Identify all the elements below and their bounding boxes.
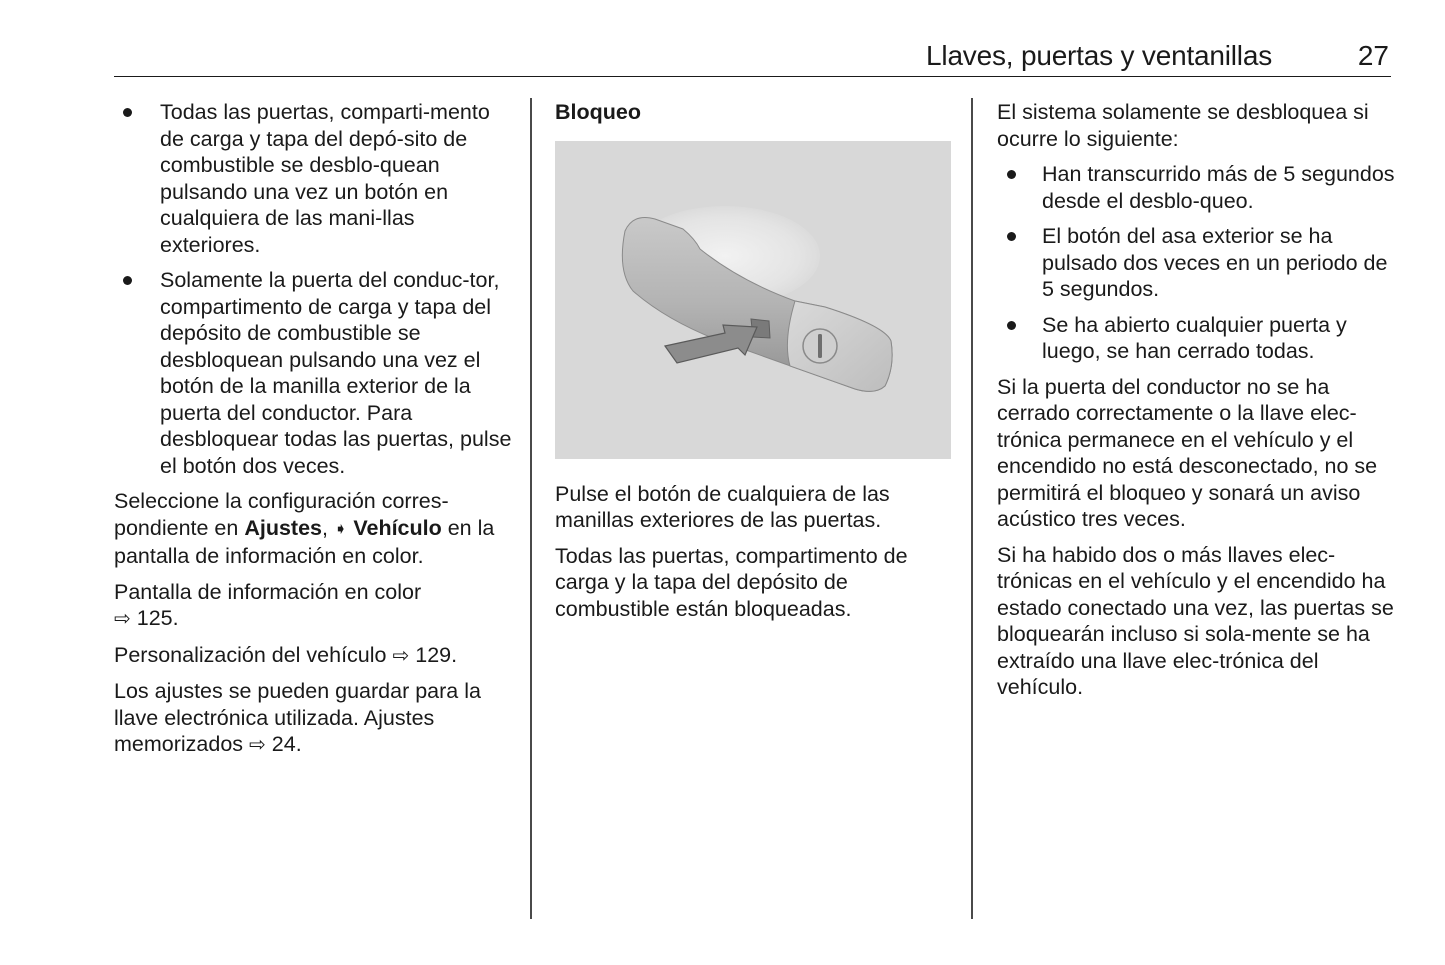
list-item-text: El botón del asa exterior se ha pulsado dos veces en un periodo de 5 segundos. <box>1042 224 1388 301</box>
door-handle-figure <box>555 141 951 459</box>
unlock-options-list <box>114 99 514 479</box>
section-title: Bloqueo <box>555 100 641 124</box>
list-item <box>114 99 514 258</box>
key-slot <box>818 334 822 358</box>
column-divider-2 <box>971 98 973 919</box>
bullet-icon <box>123 276 132 285</box>
list-item-text: Han transcurrido más de 5 segundos desde el desblo-queo. <box>1042 162 1395 213</box>
list-item-text: Se ha abierto cualquier puerta y luego, se han cerrado todas. <box>1042 312 1347 363</box>
column-3 <box>997 99 1397 710</box>
list-item-text: Todas las puertas, comparti-mento de carga y tapa del depó-sito de combustible se desblo-quean pulsando una vez un botón en cualquiera de las mani-llas exteriores. <box>160 100 490 257</box>
conditions-list <box>997 161 1397 365</box>
paragraph-text: Los ajustes se pueden guardar para la llave electrónica utilizada. Ajustes memorizados <box>114 679 481 756</box>
bullet-icon <box>123 108 132 117</box>
paragraph: Pulse el botón de cualquiera de las manillas exteriores de las puertas. <box>555 481 890 532</box>
page-reference-arrow-icon: ⇨ <box>392 644 410 667</box>
reference-vehicle-personalization <box>114 642 514 670</box>
list-item <box>997 312 1397 365</box>
list-item-text: Solamente la puerta del conduc-tor, compartimento de carga y tapa del depósito de combustible se desbloquean pulsando una vez el botón de la manilla exterior de la puerta del conductor. Para desbloquear todas las puertas, pulse el botón dos veces. <box>160 268 512 478</box>
door-handle-illustration <box>555 141 951 459</box>
page-reference-link[interactable]: 24. <box>271 732 302 756</box>
vehicle-menu-label: Vehículo <box>353 515 442 540</box>
menu-arrow-icon: ➧ <box>333 520 348 538</box>
column-divider-1 <box>530 98 532 919</box>
page-reference-link[interactable]: 125. <box>136 606 179 630</box>
list-item <box>997 161 1397 214</box>
settings-paragraph <box>114 488 514 570</box>
paragraph-text: Seleccione la configuración corres-pondiente en <box>114 489 449 540</box>
page-number: 27 <box>1357 40 1389 71</box>
reference-text: Pantalla de información en color <box>114 579 422 604</box>
bullet-icon <box>1007 170 1016 179</box>
paragraph: Si la puerta del conductor no se ha cerrado correctamente o la llave elec-trónica permanece en el vehículo y el encendido no está desconectado, no se permitirá el bloqueo y sonará un aviso acústico tres veces. <box>997 374 1378 531</box>
page-reference-arrow-icon: ⇨ <box>249 734 266 756</box>
bullet-icon <box>1007 232 1016 241</box>
bullet-icon <box>1007 321 1016 330</box>
page-reference-arrow-icon: ⇨ <box>114 608 131 630</box>
list-item <box>114 267 514 479</box>
page-header <box>114 38 1391 77</box>
reference-text: Personalización del vehículo <box>114 642 387 667</box>
paragraph: Todas las puertas, compartimento de carga y la tapa del depósito de combustible están bloqueadas. <box>555 543 908 621</box>
reference-color-display <box>114 579 514 633</box>
settings-menu-label: Ajustes <box>244 515 322 540</box>
page-reference-link[interactable]: 129. <box>415 642 458 667</box>
column-1 <box>114 99 514 768</box>
comma: , <box>321 515 334 540</box>
memory-settings-paragraph <box>114 678 514 759</box>
paragraph-text: en la pantalla de información en color. <box>114 515 495 568</box>
column-2 <box>555 99 955 631</box>
intro-paragraph: El sistema solamente se desbloquea si ocurre lo siguiente: <box>997 100 1369 151</box>
list-item <box>997 223 1397 303</box>
paragraph: Si ha habido dos o más llaves elec-trónicas en el vehículo y el encendido ha estado conectado una vez, las puertas se bloquearán incluso si sola-mente se ha extraído una llave elec-trónica del vehículo. <box>997 542 1394 699</box>
chapter-title: Llaves, puertas y ventanillas <box>926 40 1272 71</box>
